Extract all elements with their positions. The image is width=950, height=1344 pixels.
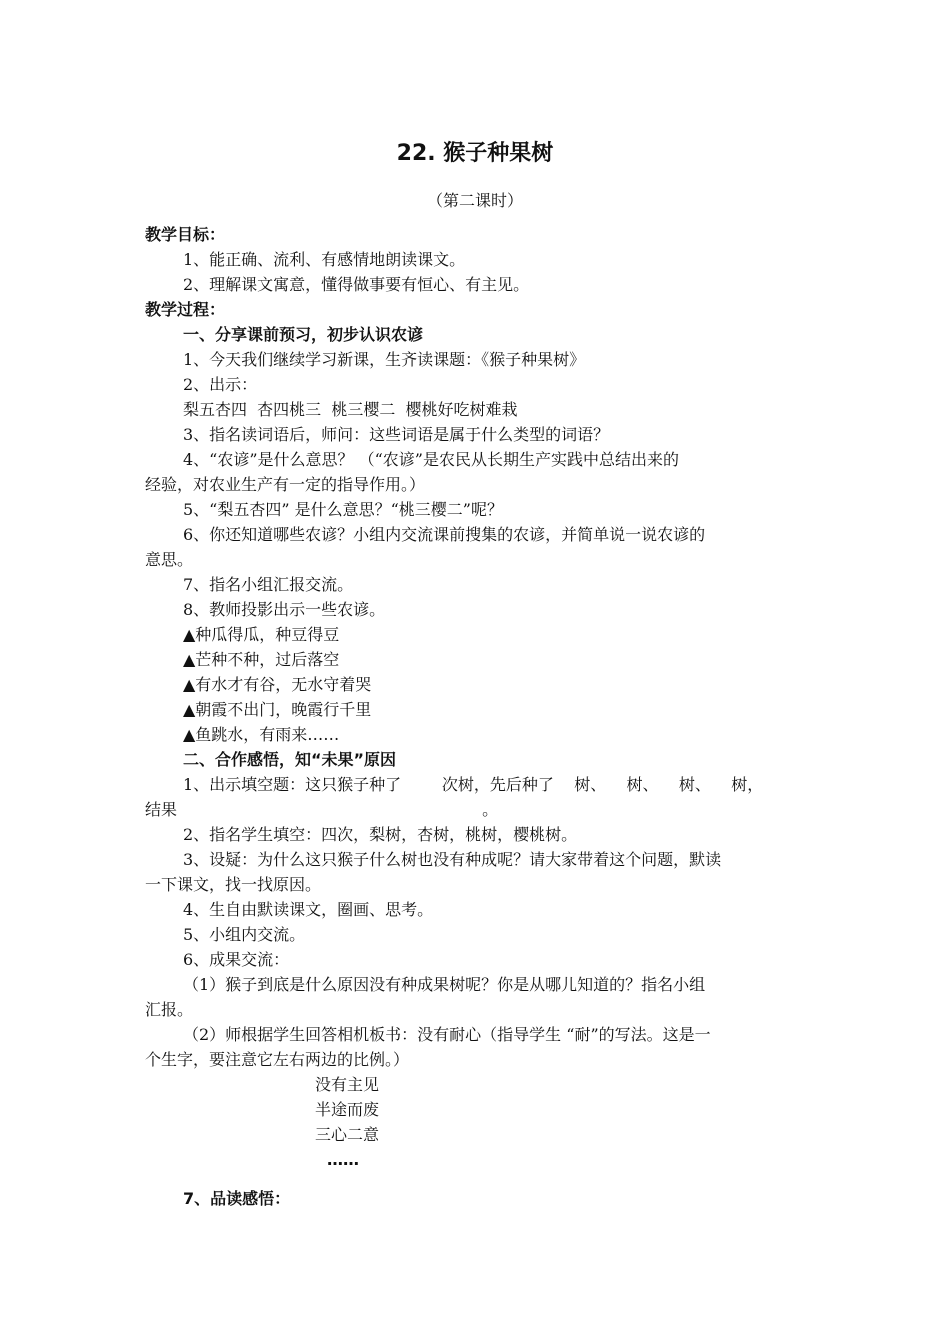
document-body — [145, 222, 813, 1211]
section-heading-process: 教学过程： — [145, 300, 226, 319]
fill-blank-question: 1、出示填空题：这只猴子种了 次树，先后种了 树、 树、 树、 树， — [183, 775, 764, 794]
page-subtitle: （第二课时） — [426, 191, 523, 210]
board-note: 没有主见 — [315, 1075, 380, 1094]
proverb-item: ▲有水才有谷，无水守着哭 — [183, 675, 372, 694]
proverb-item: ▲芒种不种，过后落空 — [183, 650, 340, 669]
sub-step-item: （1）猴子到底是什么原因没有种成果树呢？你是从哪儿知道的？指名小组 — [183, 975, 706, 994]
part-heading: 一、分享课前预习，初步认识农谚 — [183, 325, 424, 344]
step-item: 7、指名小组汇报交流。 — [183, 575, 354, 594]
step-item: 6、你还知道哪些农谚？小组内交流课前搜集的农谚，并简单说一说农谚的 — [183, 525, 706, 544]
step-item: 3、设疑：为什么这只猴子什么树也没有种成呢？请大家带着这个问题，默读 — [183, 850, 722, 869]
step-item-continued: 经验，对农业生产有一定的指导作用。） — [145, 475, 426, 494]
sub-step-item: （2）师根据学生回答相机板书：没有耐心（指导学生 “耐”的写法。这是一 — [183, 1025, 711, 1044]
fill-blank-question-continued: 结果 。 — [145, 800, 499, 819]
section-heading-goals: 教学目标： — [145, 225, 226, 244]
step-item: 5、小组内交流。 — [183, 925, 306, 944]
step-item: 4、生自由默读课文，圈画、思考。 — [183, 900, 434, 919]
proverb-item: ▲种瓜得瓜，种豆得豆 — [183, 625, 340, 644]
goal-item: 2、理解课文寓意，懂得做事要有恒心、有主见。 — [183, 275, 530, 294]
step-item: 1、今天我们继续学习新课，生齐读课题：《猴子种果树》 — [183, 350, 586, 369]
board-note-ellipsis: …… — [327, 1150, 359, 1169]
part-heading: 二、合作感悟，知“未果”原因 — [183, 750, 397, 769]
sub-step-item-continued: 汇报。 — [145, 1000, 194, 1019]
step-item-continued: 一下课文，找一找原因。 — [145, 875, 322, 894]
proverb-item: ▲鱼跳水，有雨来…… — [183, 725, 340, 744]
step-item: 4、“农谚”是什么意思？ （“农谚”是农民从长期生产实践中总结出来的 — [183, 450, 679, 469]
proverb-item: ▲朝霞不出门，晚霞行千里 — [183, 700, 372, 719]
step-heading: 7、品读感悟： — [183, 1189, 291, 1208]
proverb-words: 梨五杏四 杏四桃三 桃三樱二 樱桃好吃树难栽 — [183, 400, 518, 419]
step-item-continued: 意思。 — [145, 550, 194, 569]
board-note: 半途而废 — [315, 1100, 380, 1119]
step-item: 3、指名读词语后，师问：这些词语是属于什么类型的词语？ — [183, 425, 610, 444]
page-title: 22. 猴子种果树 — [396, 141, 554, 166]
step-item: 8、教师投影出示一些农谚。 — [183, 600, 386, 619]
step-item: 6、成果交流： — [183, 950, 290, 969]
sub-step-item-continued: 个生字，要注意它左右两边的比例。） — [145, 1050, 410, 1069]
board-note: 三心二意 — [315, 1125, 380, 1144]
step-item: 5、“梨五杏四” 是什么意思？“桃三樱二”呢？ — [183, 500, 503, 519]
goal-item: 1、能正确、流利、有感情地朗读课文。 — [183, 250, 466, 269]
step-item: 2、出示： — [183, 375, 258, 394]
step-item: 2、指名学生填空：四次，梨树，杏树，桃树，樱桃树。 — [183, 825, 578, 844]
